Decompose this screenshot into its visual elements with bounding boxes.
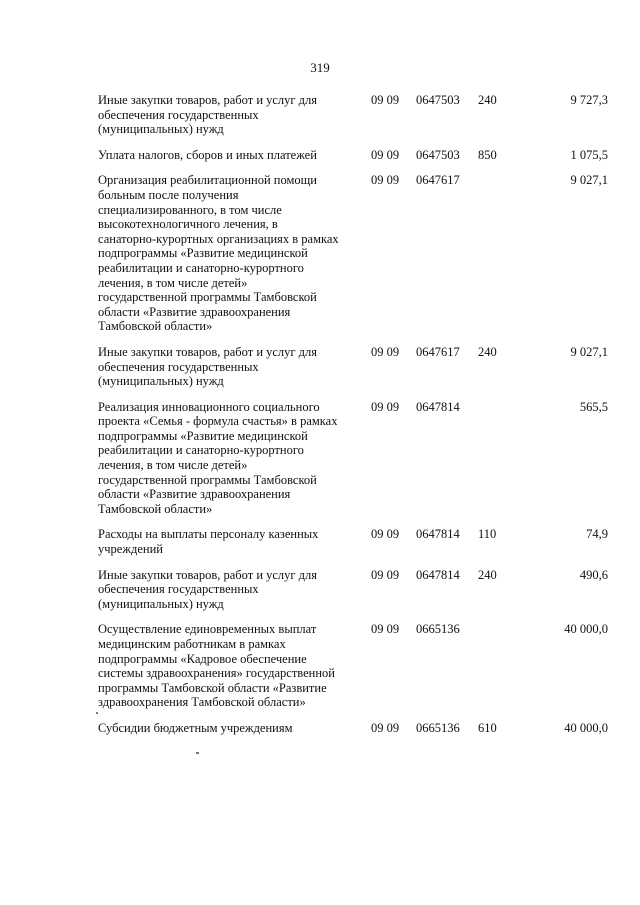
section-code (360, 148, 410, 174)
section-rz: 09 (370, 93, 384, 107)
description-line: (муниципальных) нужд (98, 374, 224, 389)
expense-type-code (474, 173, 518, 345)
description-line: медицинским работникам в рамках (98, 637, 286, 651)
budget-table (98, 93, 608, 747)
amount: 40 000,0 (564, 720, 608, 735)
description-line: больным после получения (98, 187, 239, 202)
row-description (98, 622, 360, 721)
amount: 565,5 (579, 399, 608, 414)
section-rz: 09 (370, 527, 384, 542)
description-line: государственной программы Тамбовской (98, 472, 317, 487)
table-row (98, 345, 608, 400)
section-code (360, 400, 410, 528)
row-description (98, 721, 360, 747)
description-line: реабилитации и санаторно-курортного (98, 443, 304, 458)
row-description (98, 400, 360, 528)
subsection-pr: 09 (386, 527, 400, 542)
target-article-code: 0647617 (416, 173, 460, 188)
description-line: проекта «Семья - формула счастья» в рамках (98, 414, 338, 429)
subsection-pr: 09 (386, 93, 400, 107)
subsection-pr: 09 (386, 173, 400, 188)
target-article-code: 0647617 (416, 344, 460, 359)
subsection-pr: 09 (386, 567, 400, 582)
expense-type-code: 240 (478, 93, 497, 107)
row-description (98, 527, 360, 567)
description-line: Тамбовской области» (98, 319, 213, 334)
description-line: подпрограммы «Развитие медицинской (98, 428, 308, 443)
section-rz: 09 (370, 344, 384, 359)
amount: 74,9 (586, 527, 608, 542)
target-article-code: 0647503 (416, 147, 460, 162)
section-code (360, 527, 410, 567)
description-line: реабилитации и санаторно-курортного (98, 260, 304, 275)
table-row (98, 93, 608, 148)
target-article-code: 0665136 (416, 622, 460, 637)
row-description (98, 148, 360, 174)
section-code (360, 173, 410, 345)
expense-type-code: 850 (478, 147, 497, 162)
description-line: санаторно-курортных организациях в рамках (98, 231, 339, 246)
description-line: специализированного, в том числе (98, 202, 282, 217)
expense-type-code: 240 (478, 344, 497, 359)
description-line: Иные закупки товаров, работ и услуг для (98, 344, 318, 359)
description-line: подпрограммы «Развитие медицинской (98, 246, 308, 261)
scan-speck (96, 712, 98, 714)
expense-type-code (474, 622, 518, 721)
section-code (360, 345, 410, 400)
row-description (98, 173, 360, 345)
description-line: государственной программы Тамбовской (98, 290, 317, 305)
table-row (98, 622, 608, 721)
description-line: области «Развитие здравоохранения (98, 304, 291, 319)
description-line: подпрограммы «Кадровое обеспечение (98, 651, 307, 666)
section-rz: 09 (370, 567, 384, 582)
section-rz: 09 (370, 399, 384, 414)
section-code (360, 93, 410, 148)
description-line: Уплата налогов, сборов и иных платежей (98, 147, 317, 162)
subsection-pr: 09 (386, 622, 400, 637)
table-row (98, 400, 608, 528)
subsection-pr: 09 (386, 147, 400, 162)
section-code (360, 721, 410, 747)
description-line: Тамбовской области» (98, 501, 213, 516)
description-line: обеспечения государственных (98, 582, 259, 597)
target-article-code: 0647503 (416, 93, 460, 107)
description-line: Реализация инновационного социального (98, 399, 320, 414)
expense-type-code: 610 (478, 720, 497, 735)
description-line: здравоохранения Тамбовской области» (98, 695, 306, 710)
description-line: Иные закупки товаров, работ и услуг для (98, 567, 318, 582)
description-line: (муниципальных) нужд (98, 596, 224, 611)
subsection-pr: 09 (386, 720, 400, 735)
section-code (360, 622, 410, 721)
description-line: системы здравоохранения» государственной (98, 666, 335, 681)
section-code (360, 568, 410, 623)
description-line: высокотехнологичного лечения, в (98, 217, 278, 232)
description-line: области «Развитие здравоохранения (98, 487, 291, 502)
section-rz: 09 (370, 622, 384, 637)
expense-type-code (474, 400, 518, 528)
description-line: обеспечения государственных (98, 107, 259, 122)
description-line: Иные закупки товаров, работ и услуг для (98, 93, 318, 107)
description-line: учреждений (98, 542, 163, 557)
page-number: 319 (310, 60, 330, 75)
row-description (98, 568, 360, 623)
target-article-code: 0647814 (416, 567, 460, 582)
description-line: обеспечения государственных (98, 359, 259, 374)
description-line: Осуществление единовременных выплат (98, 622, 317, 637)
table-row (98, 173, 608, 345)
description-line: лечения, в том числе детей» (98, 458, 248, 473)
table-row (98, 568, 608, 623)
table-row (98, 527, 608, 567)
description-line: лечения, в том числе детей» (98, 275, 248, 290)
table-row (98, 721, 608, 747)
amount: 1 075,5 (570, 147, 608, 162)
amount: 9 727,3 (570, 93, 608, 107)
row-description (98, 93, 360, 148)
section-rz: 09 (370, 720, 384, 735)
section-rz: 09 (370, 173, 384, 188)
amount: 490,6 (579, 567, 608, 582)
description-line: Субсидии бюджетным учреждениям (98, 720, 293, 735)
row-description (98, 345, 360, 400)
amount: 40 000,0 (564, 622, 608, 637)
scan-speck (196, 752, 199, 754)
description-line: Организация реабилитационной помощи (98, 173, 317, 188)
description-line: программы Тамбовской области «Развитие (98, 680, 327, 695)
section-rz: 09 (370, 147, 384, 162)
target-article-code: 0647814 (416, 527, 460, 542)
target-article-code: 0647814 (416, 399, 460, 414)
subsection-pr: 09 (386, 399, 400, 414)
expense-type-code: 110 (478, 527, 497, 542)
description-line: (муниципальных) нужд (98, 122, 224, 137)
amount: 9 027,1 (570, 173, 608, 188)
table-row (98, 148, 608, 174)
subsection-pr: 09 (386, 344, 400, 359)
target-article-code: 0665136 (416, 720, 460, 735)
description-line: Расходы на выплаты персоналу казенных (98, 527, 319, 542)
amount: 9 027,1 (570, 344, 608, 359)
expense-type-code: 240 (478, 567, 497, 582)
